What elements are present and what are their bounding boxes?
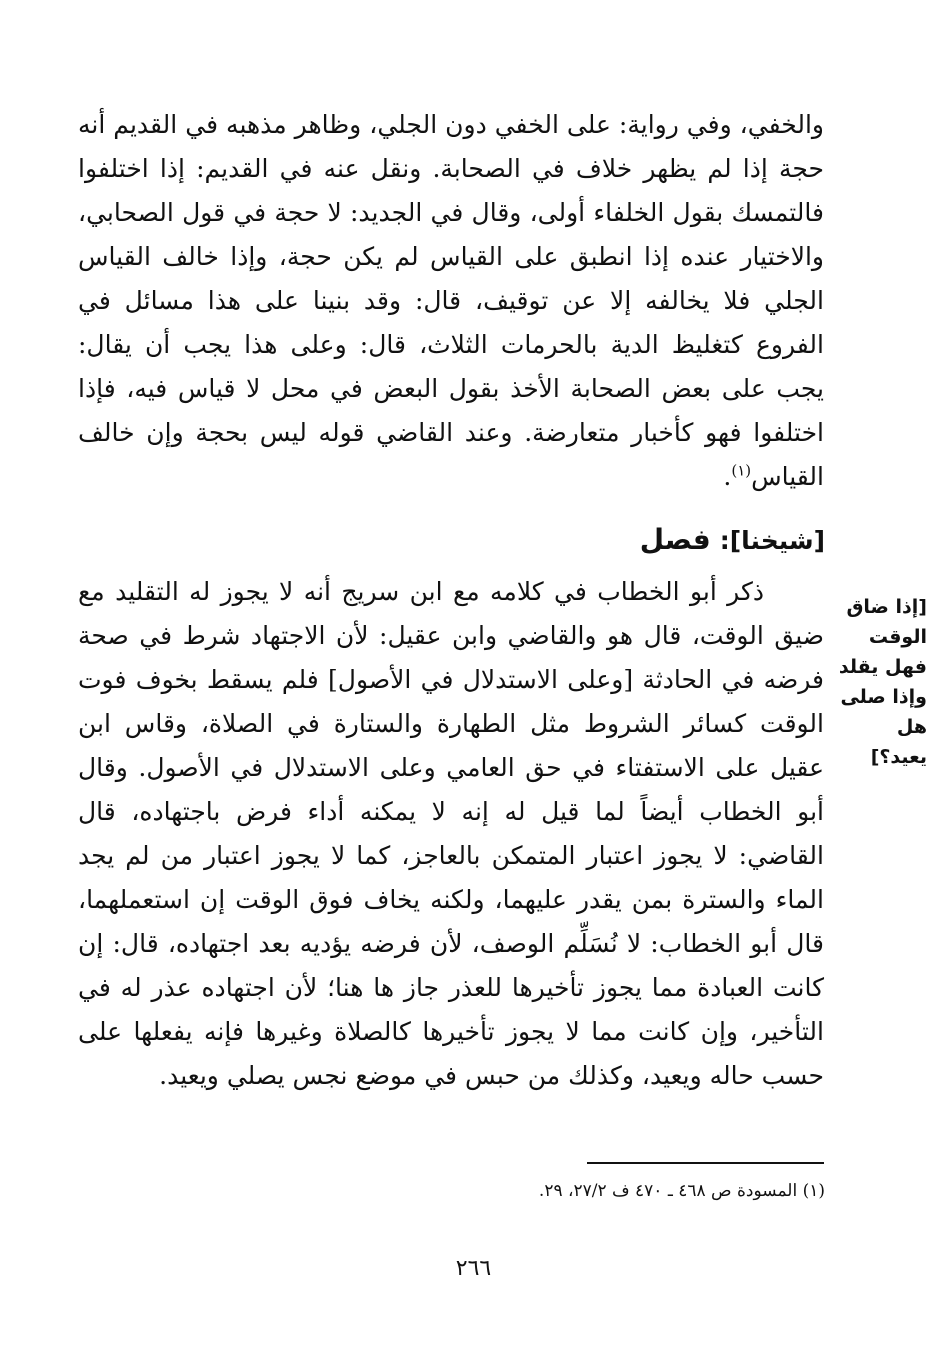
paragraph-end: . [723, 462, 732, 491]
body-paragraph: ذكر أبو الخطاب في كلامه مع ابن سريج أنه لا يجوز له التقليد مع ضيق الوقت، قال هو والقاضي وابن عقيل: لأن الاجتهاد شرط في صحة فرضه في الحادثة [وعلى الاستدلال في الأصول] فلم يسقط بخوف فوت الوقت كسائر الشروط مثل الطهارة والستارة في الصلاة، وقاس ابن عقيل على الاستفتاء في حق العامي وعلى الاستدلال في الأصول. وقال أبو الخطاب أيضاً لما قيل له إنه لا يمكنه أداء فرض باجتهاده، قال القاضي: لا يجوز اعتبار المتمكن بالعاجز، كما لا يجوز اعتبار من لم يجد الماء والسترة بمن يقدر عليهما، ولكنه يخاف فوق الوقت إن استعملهما، قال أبو الخطاب: لا نُسَلِّم الوصف، لأن فرضه يؤديه بعد اجتهاده، قال: إن كانت العبادة مما يجوز تأخيرها للعذر جاز ها هنا؛ لأن اجتهاده عذر له في التأخير، وإن كانت مما لا يجوز تأخيرها كالصلاة وغيرها فإنه يفعلها على حسب حاله ويعيد، وكذلك من حبس في موضع نجس يصلي ويعيد. [78, 577, 824, 1090]
section-heading [640, 520, 825, 561]
footnote-reference[interactable]: (١) [731, 461, 752, 480]
margin-note: [إذا ضاق الوقت فهل يقلد وإذا صلى هل يعيد؟] [838, 596, 927, 768]
footnote: (١) المسودة ص ٤٦٨ ـ ٤٧٠ ف ٢٧/٢، ٢٩. [538, 1181, 825, 1201]
body-paragraph-continued [78, 103, 824, 499]
paragraph-text: والخفي، وفي رواية: على الخفي دون الجلي، وظاهر مذهبه في القديم أنه حجة إذا لم يظهر خلاف في الصحابة. ونقل عنه في القديم: إذا اختلفوا فالتمسك بقول الخلفاء أولى، وقال في الجديد: لا حجة في قول الصحابي، والاختيار عنده إذا انطبق على القياس لم يكن حجة، وإذا خالف القياس الجلي فلا يخالفه إلا عن توقيف، قال: وقد بنينا على هذا مسائل في الفروع كتغليظ الدية بالحرمات الثلاث، قال: وعلى هذا يجب أن يقال: يجب على بعض الصحابة الأخذ بقول البعض في محل لا قياس فيه، فإذا اختلفوا فهو كأخبار متعارضة. وعند القاضي قوله ليس بحجة وإن خالف القياس [78, 110, 824, 491]
footnote-divider [587, 1162, 824, 1164]
heading-title: فصل [639, 523, 711, 556]
page-number: ٢٦٦ [455, 1256, 492, 1281]
heading-attribution: [شيخنا]: [719, 526, 825, 555]
